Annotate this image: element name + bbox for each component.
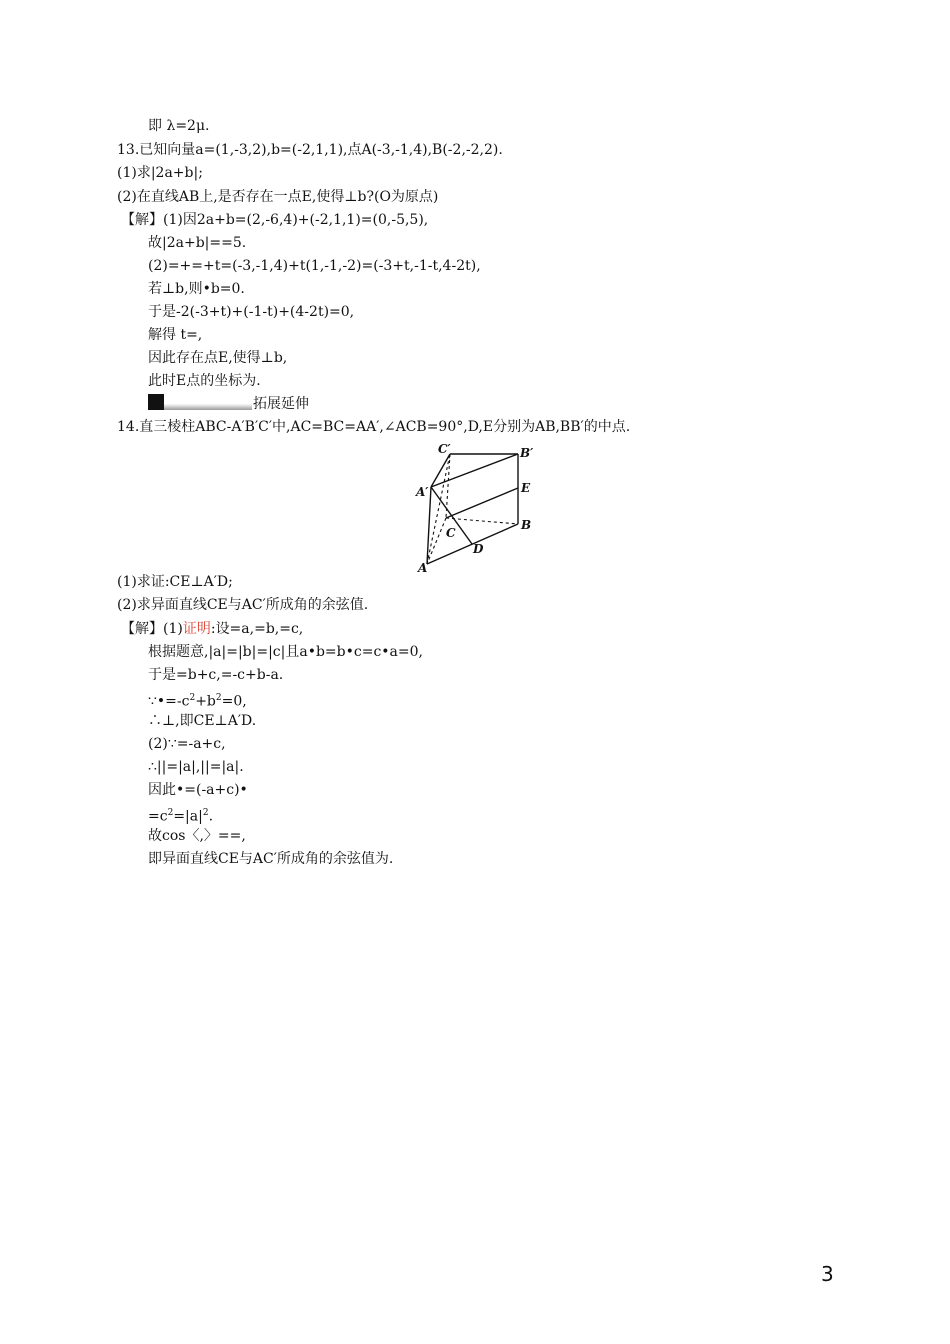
text-line: 即 λ=2μ. — [148, 118, 210, 134]
problem-14-part-1: (1)求证:CE⊥A′D; — [117, 574, 233, 590]
label-d: D — [473, 542, 484, 556]
problem-13-part-2: (2)在直线AB上,是否存在一点E,使得⊥b?(O为原点) — [117, 189, 439, 205]
section-banner — [148, 394, 252, 410]
solution-13-line: 此时E点的坐标为. — [148, 373, 261, 389]
label-e: E — [521, 481, 531, 495]
solution-13-line: 【解】(1)因2a+b=(2,-6,4)+(-2,1,1)=(0,-5,5), — [121, 212, 429, 228]
problem-13-part-1: (1)求|2a+b|; — [117, 165, 203, 181]
solution-14-line: 【解】(1)证明:设=a,=b,=c, — [121, 621, 304, 637]
solution-14-line: ∴⊥,即CE⊥A′D. — [148, 713, 257, 729]
solution-13-line: (2)=+=+t=(-3,-1,4)+t(1,-1,-2)=(-3+t,-1-t,4-2t), — [148, 258, 481, 274]
solution-13-line: 故|2a+b|==5. — [148, 235, 247, 251]
label-b: B — [521, 518, 532, 532]
solution-13-line: 因此存在点E,使得⊥b, — [148, 350, 288, 366]
label-a-prime: A′ — [416, 485, 429, 499]
equation-part: =|a| — [173, 808, 203, 825]
solution-14-line: 于是=b+c,=-c+b-a. — [148, 667, 284, 683]
solution-14-line: ∴||=|a|,||=|a|. — [148, 759, 244, 775]
equation-part: ∵•=-c — [148, 693, 190, 710]
label-a: A — [418, 561, 428, 575]
banner-bar — [164, 394, 252, 410]
banner-square-icon — [148, 394, 164, 410]
solution-14-line: 因此•=(-a+c)• — [148, 782, 248, 798]
solution-14-line: (2)∵=-a+c, — [148, 736, 226, 752]
superscript: 2 — [215, 693, 222, 703]
equation-part: =c — [148, 808, 168, 825]
label-c: C — [446, 526, 456, 540]
problem-13-statement: 13.已知向量a=(1,-3,2),b=(-2,1,1),点A(-3,-1,4),B(-2,-2,2). — [117, 142, 503, 158]
solution-14-line: 故cos〈,〉==, — [148, 828, 246, 844]
solution-14-line — [148, 689, 247, 711]
solution-prefix: 【解】(1) — [121, 621, 183, 637]
superscript: 2 — [167, 808, 174, 818]
section-title: 拓展延伸 — [253, 396, 309, 412]
problem-14-statement: 14.直三棱柱ABC-A′B′C′中,AC=BC=AA′,∠ACB=90°,D,E分别为AB,BB′的中点. — [117, 419, 631, 435]
solution-text: 设=a,=b,=c, — [215, 621, 304, 637]
equation-part: +b — [195, 693, 216, 710]
equation-part: . — [208, 808, 214, 825]
label-b-prime: B′ — [520, 446, 534, 460]
solution-14-line: 即异面直线CE与AC′所成角的余弦值为. — [148, 851, 394, 867]
solution-14-line — [148, 804, 213, 826]
solution-14-line: 根据题意,|a|=|b|=|c|且a•b=b•c=c•a=0, — [148, 644, 423, 660]
prism-figure — [410, 444, 540, 576]
problem-14-part-2: (2)求异面直线CE与AC′所成角的余弦值. — [117, 597, 369, 613]
solution-13-line: 于是-2(-3+t)+(-1-t)+(4-2t)=0, — [148, 304, 355, 320]
page-number: 3 — [821, 1262, 834, 1286]
superscript: 2 — [202, 808, 209, 818]
label-c-prime: C′ — [438, 444, 451, 456]
solution-13-line: 解得 t=, — [148, 327, 203, 343]
superscript: 2 — [189, 693, 196, 703]
proof-label: 证明 — [182, 621, 211, 637]
solution-13-line: 若⊥b,则•b=0. — [148, 281, 245, 297]
equation-part: =0, — [221, 693, 247, 710]
